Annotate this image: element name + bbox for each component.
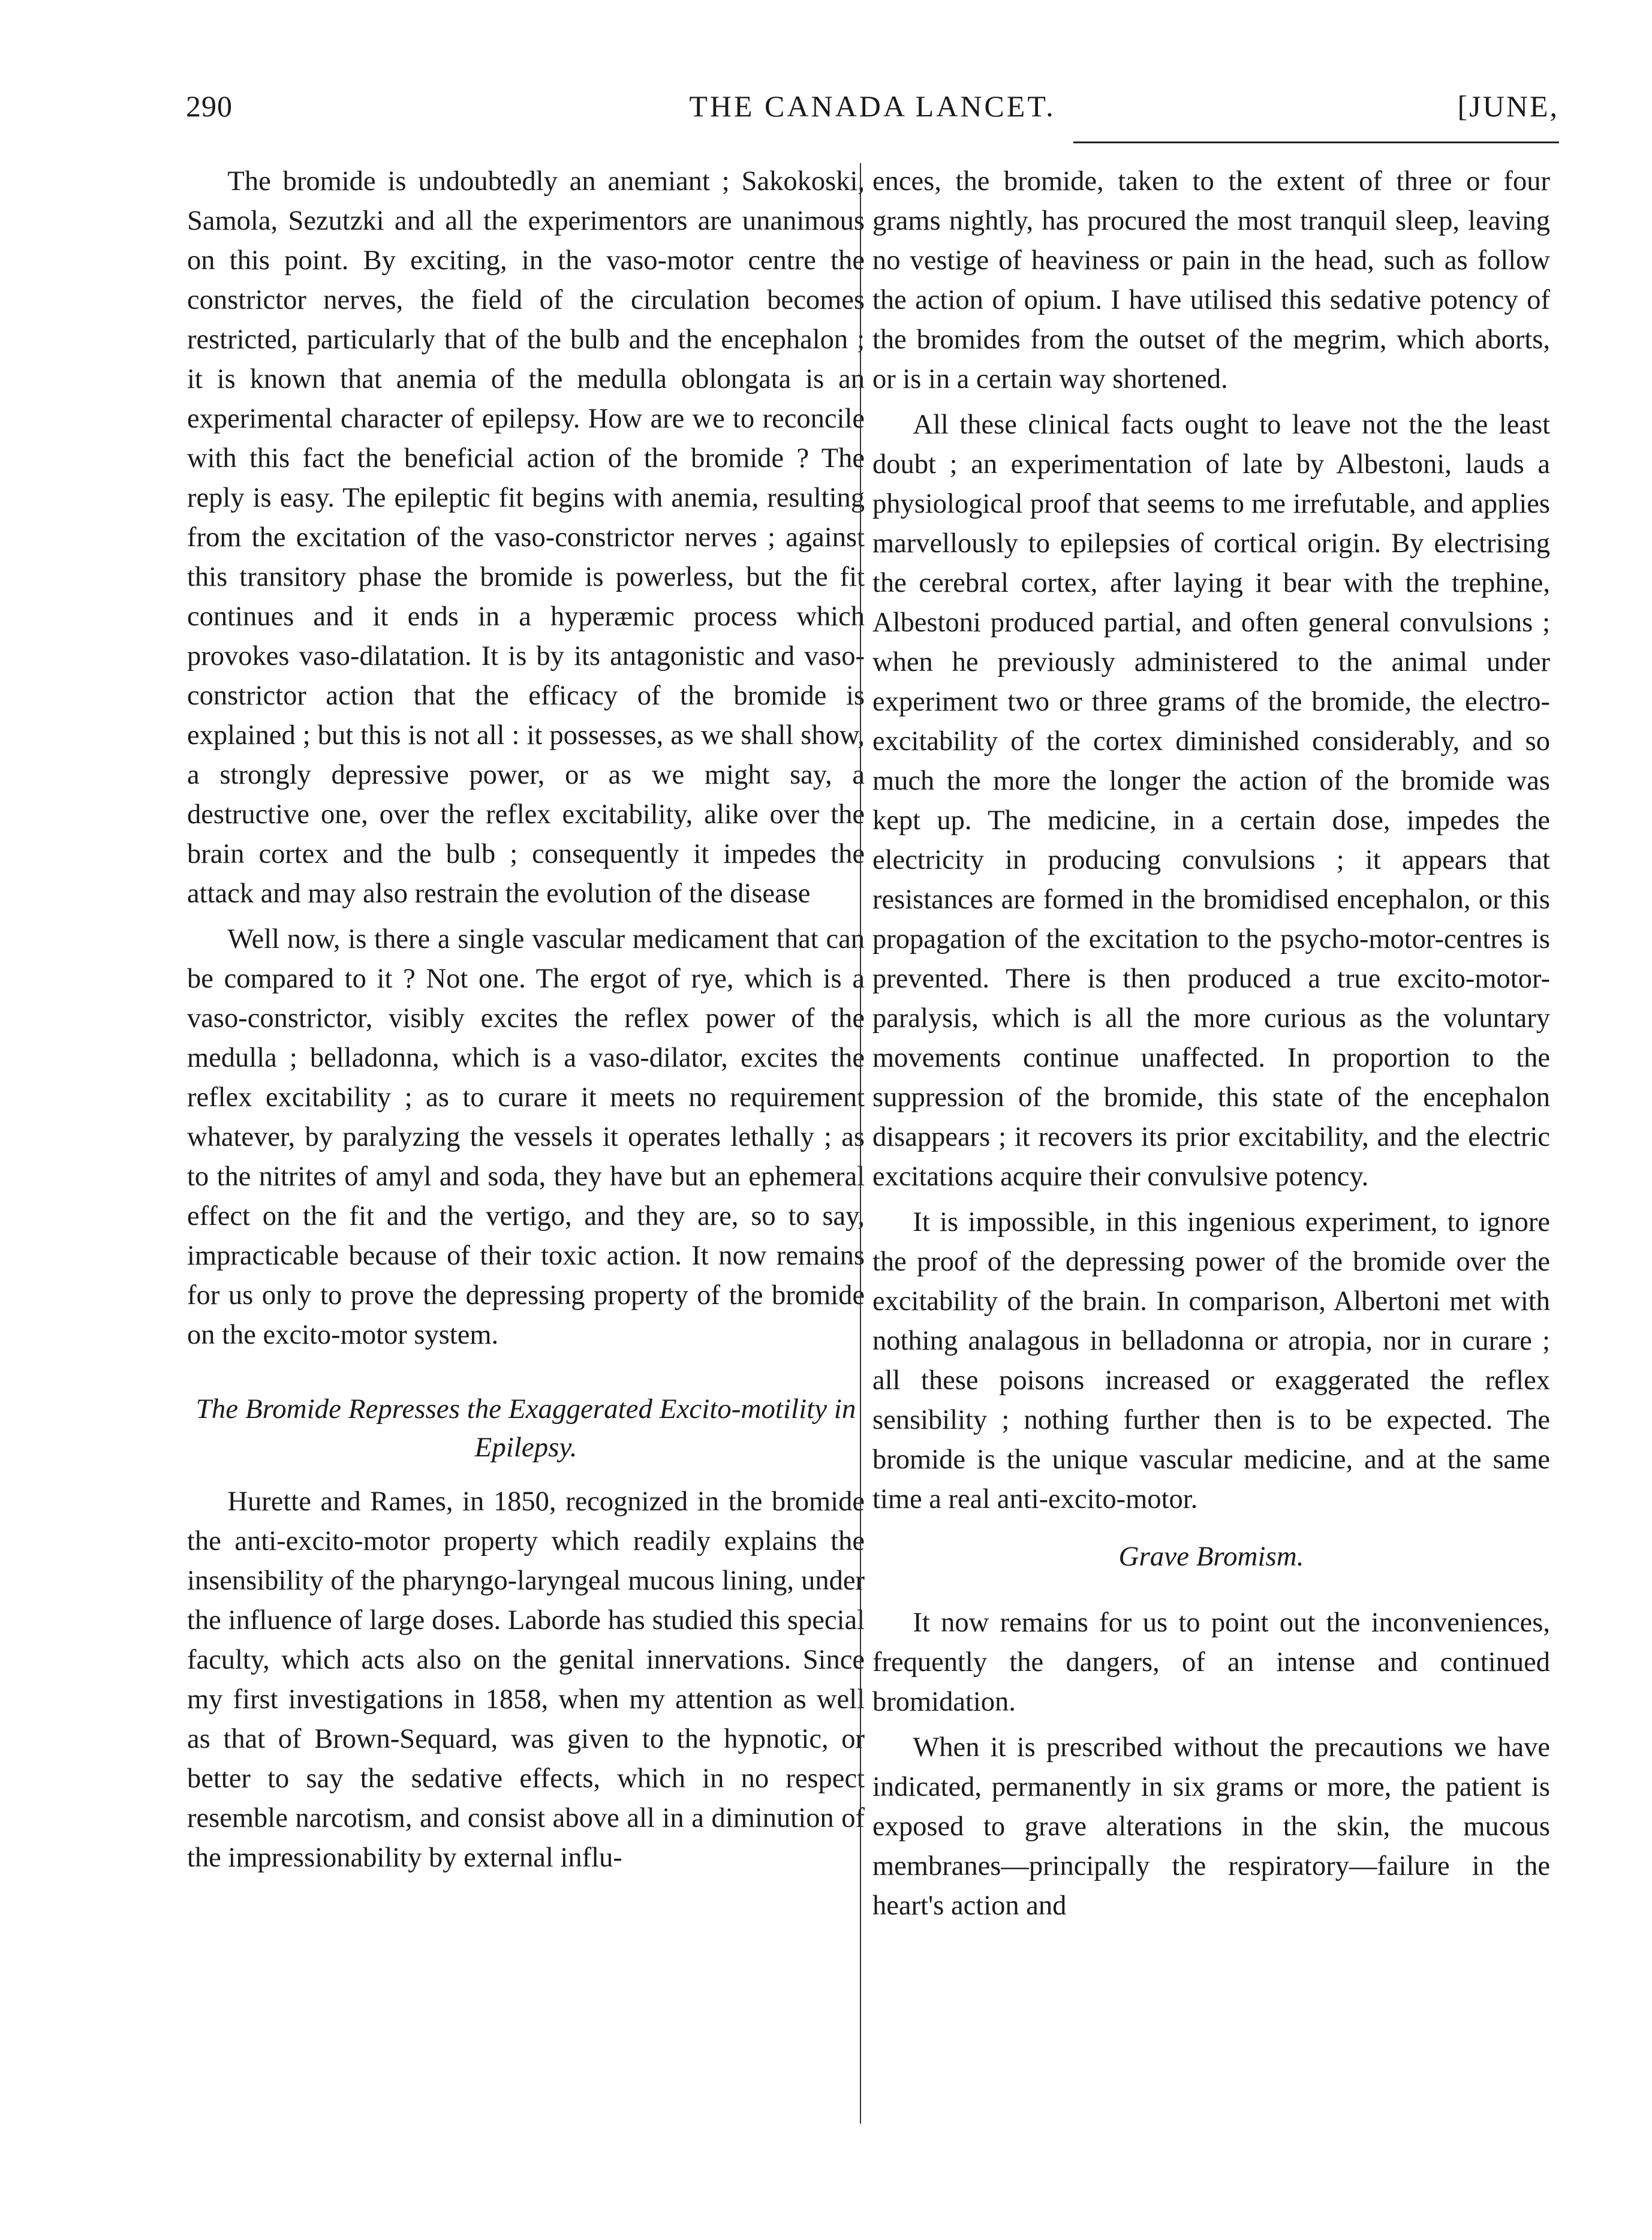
- right-paragraph-4: It now remains for us to point out the inconveniences, frequently the dangers, of an intense and continued bromidation.: [872, 1607, 1550, 1717]
- left-paragraph-1: The bromide is undoubtedly an anemiant ; Sakokoski, Samola, Sezutzki and all the experimentors are unanimous on this point. By exciting, in the vaso-motor centre the constrictor nerves, the field of the circulation becomes restricted, particularly that of the bulb and the encephalon ; it is known that anemia of the medulla oblongata is an experimental character of epilepsy. How are we to reconcile with this fact the beneficial action of the bromide ? The reply is easy. The epileptic fit begins with anemia, resulting from the excitation of the vaso-constrictor nerves ; against this transitory phase the bromide is powerless, but the fit continues and it ends in a hyperæmic process which provokes vaso-dilatation. It is by its antagonistic and vaso-constrictor action that the efficacy of the bromide is explained ; but this is not all : it possesses, as we shall show, a strongly depressive power, or as we might say, a destructive one, over the reflex excitability, alike over the brain cortex and the bulb ; consequently it impedes the attack and may also restrain the evolution of the disease: [187, 166, 865, 909]
- left-paragraph-2: Well now, is there a single vascular medicament that can be compared to it ? Not one. The ergot of rye, which is a vaso-constrictor, visibly excites the reflex power of the medulla ; belladonna, which is a vaso-dilator, excites the reflex excitability ; as to curare it meets no requirement whatever, by paralyzing the vessels it operates lethally ; as to the nitrites of amyl and soda, they have but an ephemeral effect on the fit and the vertigo, and they are, so to say, impracticable because of their toxic action. It now remains for us only to prove the depressing property of the bromide on the excito-motor system.: [187, 924, 865, 1350]
- journal-title: THE CANADA LANCET.: [689, 89, 1056, 123]
- running-header: [186, 89, 1559, 137]
- right-column: [872, 162, 1550, 1932]
- right-paragraph-1: ences, the bromide, taken to the extent of three or four grams nightly, has procured the most tranquil sleep, leaving no vestige of heaviness or pain in the head, such as follow the action of opium. I have utilised this sedative potency of the bromides from the outset of the megrim, which aborts, or is in a certain way shortened.: [872, 166, 1550, 395]
- left-column: [187, 162, 865, 1884]
- column-divider: [860, 163, 861, 2124]
- left-paragraph-3: Hurette and Rames, in 1850, recognized in the bromide the anti-excito-motor property which readily explains the insensibility of the pharyngo-laryngeal mucous lining, under the influence of large doses. Laborde has studied this special faculty, which acts also on the genital innervations. Since my first investigations in 1858, when my attention as well as that of Brown-Sequard, was given to the hypnotic, or better to say the sedative effects, which in no respect resemble narcotism, and consist above all in a diminution of the impressionability by external influ-: [187, 1486, 865, 1873]
- right-paragraph-3: It is impossible, in this ingenious experiment, to ignore the proof of the depressing power of the bromide over the excitability of the brain. In comparison, Albertoni met with nothing analagous in belladonna or atropia, nor in curare ; all these poisons increased or exaggerated the reflex sensibility ; nothing further then is to be expected. The bromide is the unique vascular medicine, and at the same time a real anti-excito-motor.: [872, 1207, 1550, 1515]
- right-paragraph-5: When it is prescribed without the precautions we have indicated, permanently in six grams or more, the patient is exposed to grave alterations in the skin, the mucous membranes—principally the respiratory—failure in the heart's action and: [872, 1732, 1550, 1921]
- section-heading-bromide-represses: The Bromide Represses the Exaggerated Excito-motility in Epilepsy.: [195, 1393, 856, 1463]
- section-heading-grave-bromism: Grave Bromism.: [1118, 1541, 1304, 1572]
- page-number: 290: [186, 89, 233, 123]
- right-paragraph-2: All these clinical facts ought to leave not the the least doubt ; an experimentation of late by Albestoni, lauds a physiological proof that seems to me irrefutable, and applies marvellously to epilepsies of cortical origin. By electrising the cerebral cortex, after laying it bear with the trephine, Albestoni produced partial, and often general convulsions ; when he previously administered to the animal under experiment two or three grams of the bromide, the electro-excitability of the cortex diminished considerably, and so much the more the longer the action of the bromide was kept up. The medicine, in a certain dose, impedes the electricity in producing convulsions ; it appears that resistances are formed in the bromidised encephalon, or this propagation of the excitation to the psycho-motor-centres is prevented. There is then produced a true excito-motor-paralysis, which is all the more curious as the voluntary movements continue unaffected. In proportion to the suppression of the bromide, this state of the encephalon disappears ; it recovers its prior excitability, and the electric excitations acquire their convulsive potency.: [872, 410, 1550, 1192]
- issue-month: [JUNE,: [1457, 89, 1559, 123]
- header-rule: [1073, 141, 1559, 143]
